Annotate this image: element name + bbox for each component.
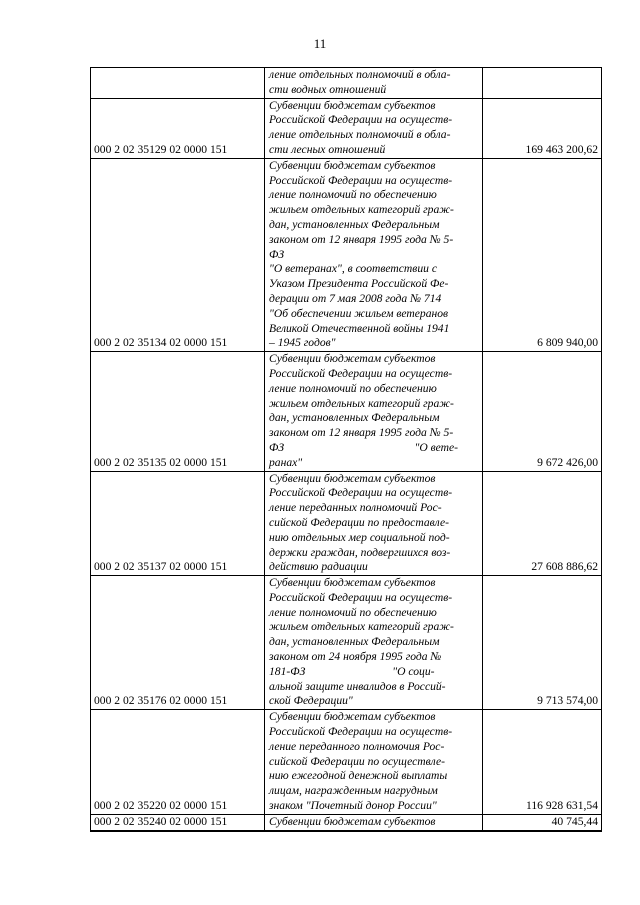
description-line: сти лесных отношений <box>269 142 386 156</box>
description-line: ской Федерации" <box>269 694 353 708</box>
table-row <box>91 158 602 351</box>
description-cell <box>265 352 483 471</box>
description-line: лицам, награжденным нагрудным <box>269 784 438 798</box>
description-cell <box>265 814 483 830</box>
page-number: 11 <box>313 36 327 51</box>
amount-cell: 40 745,44 <box>483 814 602 830</box>
description-line: знаком "Почетный донор России" <box>269 799 437 813</box>
description-cell <box>265 710 483 815</box>
description-line: Российской Федерации на осуществ- <box>269 590 453 604</box>
description-line: сти водных отношений <box>269 82 387 96</box>
table-row <box>91 710 602 815</box>
description-line: жильем отдельных категорий граж- <box>269 396 454 410</box>
table-row <box>91 471 602 576</box>
amount-cell: 116 928 631,54 <box>483 710 602 815</box>
description-line: дан, установленных Федеральным <box>269 217 440 231</box>
amount-cell: 6 809 940,00 <box>483 158 602 351</box>
description-line: Российской Федерации на осуществ- <box>269 725 453 739</box>
description-line: дан, установленных Федеральным <box>269 635 440 649</box>
budget-code-cell: 000 2 02 35134 02 0000 151 <box>91 158 265 351</box>
description-cell <box>265 98 483 158</box>
budget-code-cell: 000 2 02 35240 02 0000 151 <box>91 814 265 830</box>
description-line: "Об обеспечении жильем ветеранов <box>269 306 449 320</box>
description-line: – 1945 годов" <box>269 336 336 350</box>
description-line: ФЗ "О вете- <box>269 440 459 454</box>
description-line: действию радиации <box>269 560 368 574</box>
description-line: законом от 24 ноября 1995 года № <box>269 650 442 664</box>
table-body <box>91 68 602 831</box>
description-line: 181-ФЗ "О соци- <box>269 664 435 678</box>
description-line: Субвенции бюджетам субъектов <box>269 710 436 724</box>
amount-cell <box>483 68 602 99</box>
budget-code-cell <box>91 68 265 99</box>
description-line: Указом Президента Российской Фе- <box>269 277 449 291</box>
table-row <box>91 98 602 158</box>
description-line: Российской Федерации на осуществ- <box>269 113 453 127</box>
description-line: жильем отдельных категорий граж- <box>269 203 454 217</box>
budget-code-cell: 000 2 02 35176 02 0000 151 <box>91 576 265 710</box>
description-line: нию ежегодной денежной выплаты <box>269 769 448 783</box>
amount-cell: 9 713 574,00 <box>483 576 602 710</box>
description-cell <box>265 158 483 351</box>
description-line: ление полномочий по обеспечению <box>269 381 437 395</box>
description-line: дан, установленных Федеральным <box>269 411 440 425</box>
description-line: держки граждан, подвергшихся воз- <box>269 545 451 559</box>
table-row <box>91 68 602 99</box>
description-line: Великой Отечественной войны 1941 <box>269 321 450 335</box>
description-cell <box>265 471 483 576</box>
description-line: Российской Федерации на осуществ- <box>269 486 453 500</box>
description-line: Субвенции бюджетам субъектов <box>269 158 436 172</box>
description-cell <box>265 68 483 99</box>
table-row <box>91 576 602 710</box>
description-line: законом от 12 января 1995 года № 5- <box>269 232 454 246</box>
description-line: Субвенции бюджетам субъектов <box>269 98 436 112</box>
budget-code-cell: 000 2 02 35220 02 0000 151 <box>91 710 265 815</box>
description-line: Субвенции бюджетам субъектов <box>269 576 436 590</box>
description-line: Российской Федерации на осуществ- <box>269 366 453 380</box>
amount-cell: 9 672 426,00 <box>483 352 602 471</box>
description-line: "О ветеранах", в соответствии с <box>269 262 437 276</box>
description-line: дерации от 7 мая 2008 года № 714 <box>269 291 442 305</box>
description-line: законом от 12 января 1995 года № 5- <box>269 426 454 440</box>
description-line: ление переданного полномочия Рос- <box>269 739 445 753</box>
amount-cell: 169 463 200,62 <box>483 98 602 158</box>
description-line: ление отдельных полномочий в обла- <box>269 128 451 142</box>
description-line: ление переданных полномочий Рос- <box>269 501 442 515</box>
budget-code-cell: 000 2 02 35129 02 0000 151 <box>91 98 265 158</box>
description-line: ФЗ <box>269 247 285 261</box>
budget-code-cell: 000 2 02 35135 02 0000 151 <box>91 352 265 471</box>
table-row <box>91 352 602 471</box>
description-line: Субвенции бюджетам субъектов <box>269 814 436 828</box>
description-line: Субвенции бюджетам субъектов <box>269 352 436 366</box>
description-line: альной защите инвалидов в Россий- <box>269 679 446 693</box>
description-line: ление отдельных полномочий в обла- <box>269 68 451 81</box>
description-line: ранах" <box>269 455 303 469</box>
description-line: ление полномочий по обеспечению <box>269 188 437 202</box>
description-line: Субвенции бюджетам субъектов <box>269 471 436 485</box>
description-cell <box>265 576 483 710</box>
description-line: нию отдельных мер социальной под- <box>269 530 450 544</box>
description-line: сийской Федерации по осуществле- <box>269 754 446 768</box>
budget-code-cell: 000 2 02 35137 02 0000 151 <box>91 471 265 576</box>
description-line: Российской Федерации на осуществ- <box>269 173 453 187</box>
amount-cell: 27 608 886,62 <box>483 471 602 576</box>
budget-revenue-table <box>90 67 602 832</box>
description-line: ление полномочий по обеспечению <box>269 605 437 619</box>
description-line: жильем отдельных категорий граж- <box>269 620 454 634</box>
table-row <box>91 814 602 830</box>
description-line: сийской Федерации по предоставле- <box>269 515 450 529</box>
